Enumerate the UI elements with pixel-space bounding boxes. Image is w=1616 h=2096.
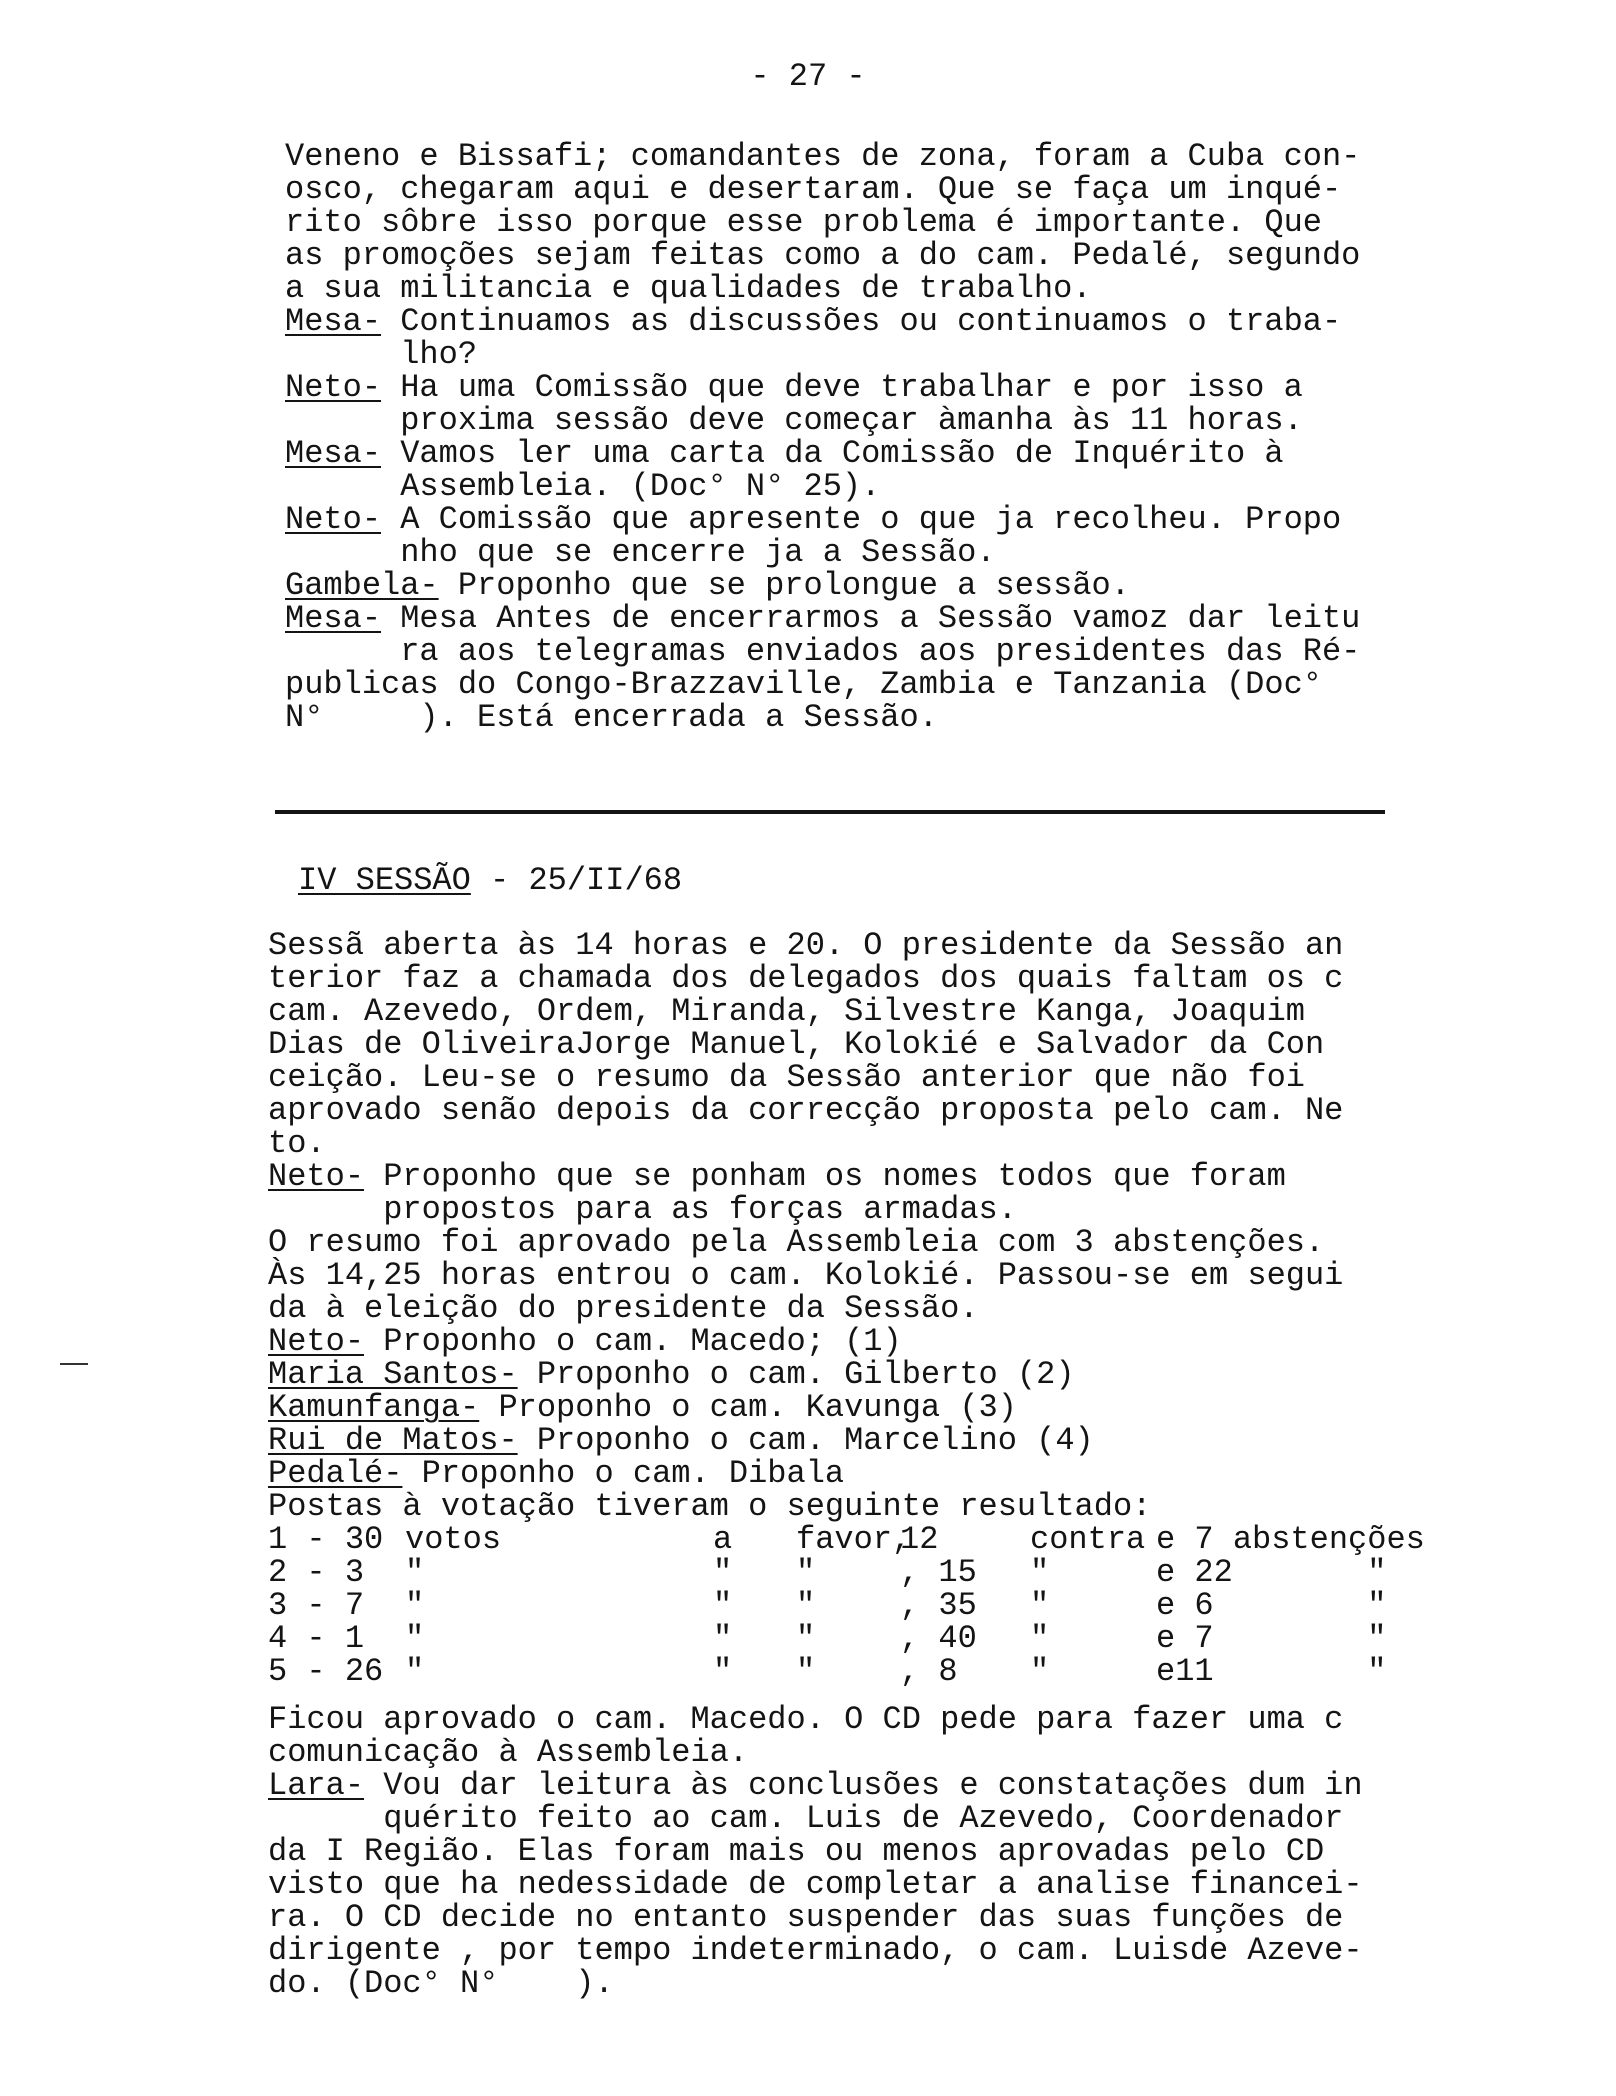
- line-text: terior faz a chamada dos delegados dos quais faltam os c: [268, 960, 1344, 997]
- table-cell: 12: [900, 1521, 939, 1558]
- text-line: [285, 701, 1395, 734]
- line-text: proxima sessão deve começar àmanha às 11 horas.: [400, 402, 1303, 439]
- session-date: - 25/II/68: [470, 862, 683, 899]
- table-cell: ": [713, 1620, 733, 1657]
- line-text: nho que se encerre ja a Sessão.: [400, 534, 996, 571]
- table-cell: e 7 abstenções: [1156, 1521, 1425, 1558]
- text-line: [268, 1226, 1378, 1259]
- speaker-name: Mesa-: [285, 600, 382, 637]
- line-text: propostos para as forças armadas.: [383, 1191, 1017, 1228]
- text-line: [268, 962, 1378, 995]
- table-row: [268, 1554, 1387, 1591]
- line-text: Proponho o cam. Macedo; (1): [364, 1323, 902, 1360]
- line-indent: [268, 1191, 383, 1228]
- line-text: A Comissão que apresente o que ja recolheu. Propo: [381, 501, 1342, 538]
- text-line: [285, 272, 1395, 305]
- line-indent: [285, 402, 400, 439]
- text-line: [285, 668, 1395, 701]
- table-row: [268, 1521, 1425, 1558]
- section-divider: [275, 810, 1385, 814]
- text-line: [268, 1094, 1378, 1127]
- speaker-name: Neto-: [285, 369, 382, 406]
- text-line: [268, 1160, 1378, 1193]
- line-text: Mesa Antes de encerrarmos a Sessão vamoz dar leitu: [381, 600, 1361, 637]
- text-line: [268, 1901, 1378, 1934]
- text-line: [285, 338, 1395, 371]
- line-text: do. (Doc° N° ).: [268, 1965, 614, 2002]
- page-number: - 27 -: [750, 58, 866, 95]
- table-cell: , 8: [900, 1653, 958, 1690]
- line-text: Vou dar leitura às conclusões e constatações dum in: [364, 1767, 1363, 1804]
- line-text: lho?: [400, 336, 478, 373]
- line-text: dirigente , por tempo indeterminado, o cam. Luisde Azeve-: [268, 1932, 1363, 1969]
- table-cell: 4 - 1: [268, 1620, 365, 1657]
- table-row: [268, 1587, 1387, 1624]
- line-text: Proponho o cam. Kavunga (3): [479, 1389, 1017, 1426]
- table-cell: ": [1030, 1653, 1050, 1690]
- line-text: visto que ha nedessidade de completar a analise financei-: [268, 1866, 1363, 1903]
- line-text: as promoções sejam feitas como a do cam. Pedalé, segundo: [285, 237, 1361, 274]
- speaker-name: Maria Santos-: [268, 1356, 518, 1393]
- speaker-name: Kamunfanga-: [268, 1389, 480, 1426]
- table-cell: ": [1030, 1554, 1050, 1591]
- table-cell: ": [796, 1653, 816, 1690]
- table-cell: , 35: [900, 1587, 977, 1624]
- line-text: Às 14,25 horas entrou o cam. Kolokié. Passou-se em segui: [268, 1257, 1344, 1294]
- table-cell: ": [1030, 1587, 1050, 1624]
- line-text: Proponho o cam. Gilberto (2): [517, 1356, 1075, 1393]
- table-cell: ": [796, 1620, 816, 1657]
- text-line: [268, 1325, 1378, 1358]
- speaker-name: Mesa-: [285, 303, 382, 340]
- text-line: [268, 1061, 1378, 1094]
- table-cell: ": [796, 1587, 816, 1624]
- table-cell: contra: [1030, 1521, 1146, 1558]
- line-indent: [285, 633, 400, 670]
- text-line: [268, 1358, 1378, 1391]
- line-text: Sessã aberta às 14 horas e 20. O presidente da Sessão an: [268, 927, 1344, 964]
- line-text: to.: [268, 1125, 326, 1162]
- line-text: Proponho que se prolongue a sessão.: [438, 567, 1130, 604]
- table-row: [268, 1653, 1387, 1690]
- table-cell: ": [405, 1587, 425, 1624]
- table-cell: ": [713, 1587, 733, 1624]
- text-line: [285, 305, 1395, 338]
- margin-mark: [60, 1363, 88, 1365]
- line-indent: [268, 1800, 383, 1837]
- table-cell: ": [1030, 1620, 1050, 1657]
- line-text: Proponho que se ponham os nomes todos que foram: [364, 1158, 1286, 1195]
- line-text: Dias de OliveiraJorge Manuel, Kolokié e Salvador da Con: [268, 1026, 1325, 1063]
- line-indent: [285, 336, 400, 373]
- line-text: ceição. Leu-se o resumo da Sessão anterior que não foi: [268, 1059, 1305, 1096]
- table-cell: e11 ": [1156, 1653, 1387, 1690]
- line-text: cam. Azevedo, Ordem, Miranda, Silvestre Kanga, Joaquim: [268, 993, 1305, 1030]
- table-cell: 5 - 26: [268, 1653, 384, 1690]
- text-line: [285, 437, 1395, 470]
- speaker-name: Pedalé-: [268, 1455, 403, 1492]
- table-cell: , 40: [900, 1620, 977, 1657]
- speaker-name: Rui de Matos-: [268, 1422, 518, 1459]
- text-line: [268, 1835, 1378, 1868]
- text-line: [285, 503, 1395, 536]
- text-line: [285, 371, 1395, 404]
- text-line: [268, 1424, 1378, 1457]
- line-text: Ha uma Comissão que deve trabalhar e por isso a: [381, 369, 1303, 406]
- line-text: N° ). Está encerrada a Sessão.: [285, 699, 938, 736]
- line-text: da à eleição do presidente da Sessão.: [268, 1290, 979, 1327]
- table-cell: 1 - 30: [268, 1521, 384, 1558]
- line-text: Postas à votação tiveram o seguinte resultado:: [268, 1488, 1152, 1525]
- table-cell: e 6 ": [1156, 1587, 1387, 1624]
- table-cell: ": [405, 1554, 425, 1591]
- text-line: [268, 1457, 1378, 1490]
- speaker-name: Neto-: [285, 501, 382, 538]
- speaker-name: Neto-: [268, 1158, 365, 1195]
- text-line: [268, 1490, 1378, 1523]
- speaker-name: Mesa-: [285, 435, 382, 472]
- text-line: [268, 1193, 1378, 1226]
- table-cell: favor,: [796, 1521, 912, 1558]
- text-line: [285, 470, 1395, 503]
- table-cell: ": [405, 1653, 425, 1690]
- line-text: aprovado senão depois da correcção proposta pelo cam. Ne: [268, 1092, 1344, 1129]
- line-text: rito sôbre isso porque esse problema é importante. Que: [285, 204, 1322, 241]
- session-heading: IV SESSÃO: [298, 862, 471, 899]
- line-text: publicas do Congo-Brazzaville, Zambia e Tanzania (Doc°: [285, 666, 1322, 703]
- speaker-name: Neto-: [268, 1323, 365, 1360]
- line-text: Continuamos as discussões ou continuamos o traba-: [381, 303, 1342, 340]
- line-indent: [285, 534, 400, 571]
- text-line: [285, 239, 1395, 272]
- text-line: [268, 1736, 1378, 1769]
- text-line: [268, 1292, 1378, 1325]
- table-cell: 2 - 3: [268, 1554, 365, 1591]
- line-text: comunicação à Assembleia.: [268, 1734, 749, 1771]
- line-text: O resumo foi aprovado pela Assembleia com 3 abstenções.: [268, 1224, 1325, 1261]
- text-line: [285, 602, 1395, 635]
- text-line: [268, 1868, 1378, 1901]
- table-cell: ": [796, 1554, 816, 1591]
- line-text: osco, chegaram aqui e desertaram. Que se faça um inqué-: [285, 171, 1342, 208]
- text-line: [268, 1967, 1378, 2000]
- table-cell: ": [405, 1620, 425, 1657]
- votes-table: [268, 1521, 1425, 1690]
- line-text: Proponho o cam. Marcelino (4): [517, 1422, 1094, 1459]
- line-text: Vamos ler uma carta da Comissão de Inquérito à: [381, 435, 1284, 472]
- line-text: Proponho o cam. Dibala: [402, 1455, 845, 1492]
- text-line: [268, 995, 1378, 1028]
- table-cell: e 22 ": [1156, 1554, 1387, 1591]
- table-cell: ": [713, 1554, 733, 1591]
- table-cell: e 7 ": [1156, 1620, 1387, 1657]
- table-cell: votos: [405, 1521, 502, 1558]
- text-line: [285, 569, 1395, 602]
- text-line: [268, 929, 1378, 962]
- text-line: [268, 1934, 1378, 1967]
- line-indent: [285, 468, 400, 505]
- table-cell: 3 - 7: [268, 1587, 365, 1624]
- text-line: [285, 206, 1395, 239]
- table-row: [268, 1620, 1387, 1657]
- text-line: [285, 536, 1395, 569]
- table-cell: , 15: [900, 1554, 977, 1591]
- text-line: [268, 1769, 1378, 1802]
- line-text: Veneno e Bissafi; comandantes de zona, foram a Cuba con-: [285, 138, 1361, 175]
- line-text: ra. O CD decide no entanto suspender das suas funções de: [268, 1899, 1344, 1936]
- minutes-text-session: [268, 929, 1378, 1523]
- text-line: [268, 1391, 1378, 1424]
- text-line: [268, 1127, 1378, 1160]
- text-line: [268, 1028, 1378, 1061]
- text-line: [268, 1802, 1378, 1835]
- speaker-name: Gambela-: [285, 567, 439, 604]
- table-cell: ": [713, 1653, 733, 1690]
- session-heading-line: [298, 862, 682, 899]
- line-text: Ficou aprovado o cam. Macedo. O CD pede para fazer uma c: [268, 1701, 1344, 1738]
- text-line: [285, 173, 1395, 206]
- table-cell: a: [713, 1521, 733, 1558]
- line-text: Assembleia. (Doc° N° 25).: [400, 468, 881, 505]
- text-line: [268, 1259, 1378, 1292]
- speaker-name: Lara-: [268, 1767, 365, 1804]
- text-line: [285, 140, 1395, 173]
- text-line: [268, 1703, 1378, 1736]
- text-line: [285, 404, 1395, 437]
- line-text: quérito feito ao cam. Luis de Azevedo, Coordenador: [383, 1800, 1344, 1837]
- line-text: da I Região. Elas foram mais ou menos aprovadas pelo CD: [268, 1833, 1325, 1870]
- text-line: [285, 635, 1395, 668]
- line-text: ra aos telegramas enviados aos presidentes das Ré-: [400, 633, 1361, 670]
- minutes-text-top: [285, 140, 1395, 734]
- line-text: a sua militancia e qualidades de trabalho.: [285, 270, 1092, 307]
- minutes-text-closing: [268, 1703, 1378, 2000]
